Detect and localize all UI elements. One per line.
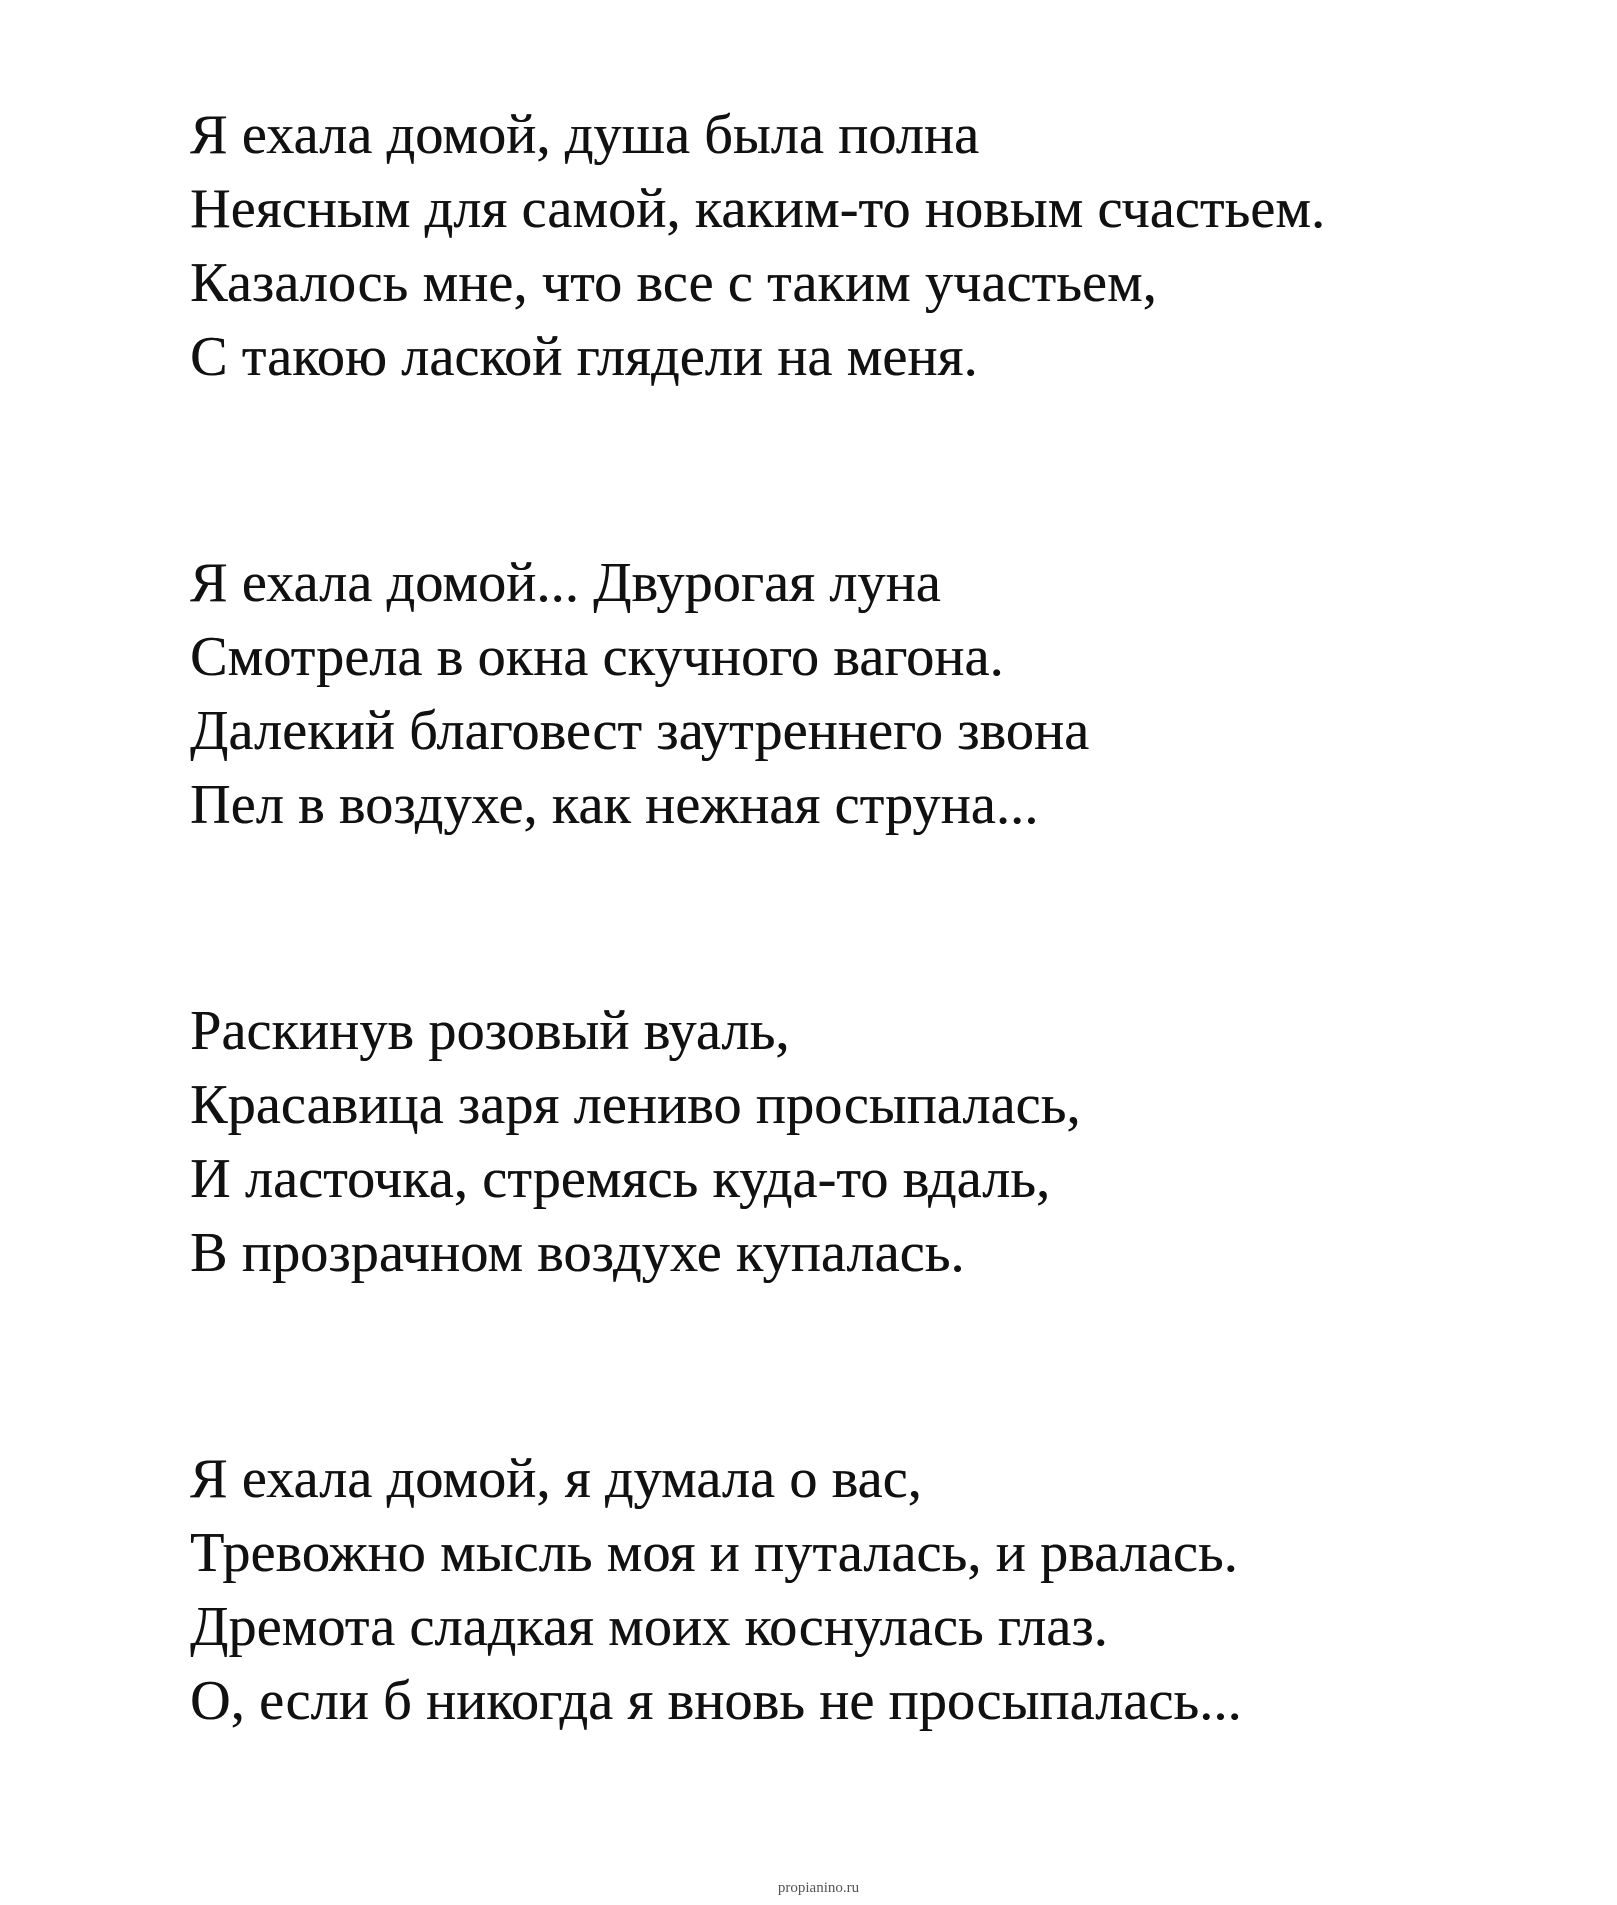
poem-line: Тревожно мысль моя и путалась, и рвалась. xyxy=(190,1522,1238,1584)
stanza-1 xyxy=(190,98,1590,394)
stanza-2 xyxy=(190,546,1590,842)
poem-line: Смотрела в окна скучного вагона. xyxy=(190,626,1004,688)
footer-watermark xyxy=(0,1880,1617,1897)
poem-line: О, если б никогда я вновь не просыпалась... xyxy=(190,1670,1242,1732)
poem-body xyxy=(190,98,1590,1738)
poem-line: В прозрачном воздухе купалась. xyxy=(190,1222,965,1284)
poem-line: Я ехала домой, я думала о вас, xyxy=(190,1448,922,1510)
poem-line: Красавица заря лениво просыпалась, xyxy=(190,1074,1081,1136)
poem-line: Дремота сладкая моих коснулась глаз. xyxy=(190,1596,1108,1658)
poem-line: С такою лаской глядели на меня. xyxy=(190,326,978,388)
poem-line: Я ехала домой... Двурогая луна xyxy=(190,552,941,614)
poem-line: Пел в воздухе, как нежная струна... xyxy=(190,774,1039,836)
poem-line: Далекий благовест заутреннего звона xyxy=(190,700,1090,762)
poem-line: Я ехала домой, душа была полна xyxy=(190,104,980,166)
poem-line: Казалось мне, что все с таким участьем, xyxy=(190,252,1157,314)
poem-line: И ласточка, стремясь куда-то вдаль, xyxy=(190,1148,1051,1210)
poem-line: Неясным для самой, каким-то новым счастьем. xyxy=(190,178,1326,240)
watermark-text: propianino.ru xyxy=(777,1880,860,1896)
stanza-3 xyxy=(190,994,1590,1290)
stanza-4 xyxy=(190,1442,1590,1738)
poem-line: Раскинув розовый вуаль, xyxy=(190,1000,790,1062)
